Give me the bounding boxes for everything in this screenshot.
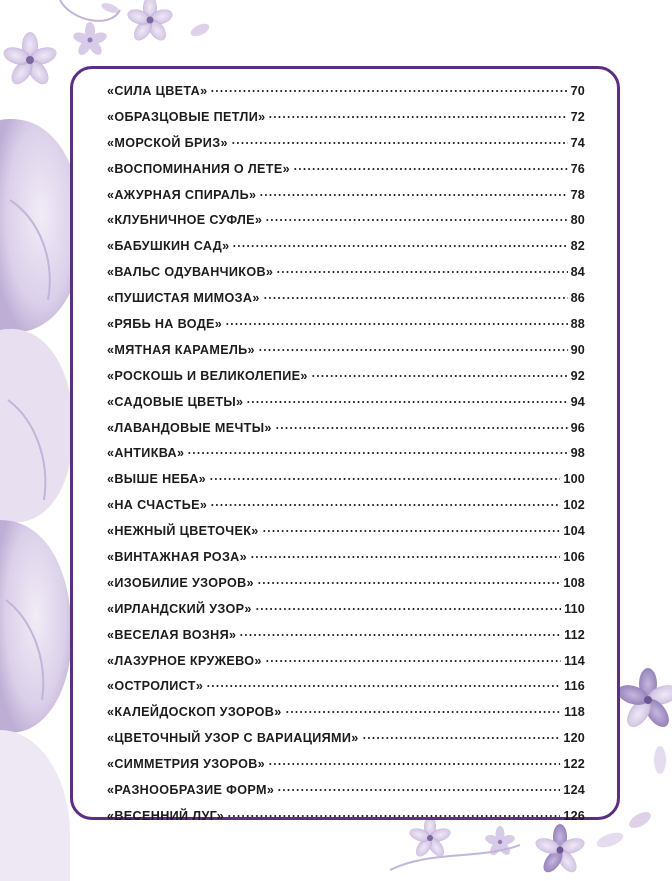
toc-entry-page-number: 120 bbox=[563, 731, 585, 746]
toc-entry-page-number: 112 bbox=[564, 627, 585, 642]
toc-entry-page-number: 114 bbox=[564, 653, 585, 668]
toc-entry[interactable] bbox=[107, 597, 585, 623]
toc-dot-leader bbox=[246, 401, 567, 403]
toc-entry-title: «ВИНТАЖНАЯ РОЗА» bbox=[107, 550, 247, 565]
toc-entry-title: «МОРСКОЙ БРИЗ» bbox=[107, 135, 228, 150]
toc-entry-page-number: 104 bbox=[563, 524, 585, 539]
toc-dot-leader bbox=[362, 737, 561, 739]
toc-list bbox=[107, 79, 585, 830]
toc-entry-page-number: 116 bbox=[564, 679, 585, 694]
toc-entry-title: «РАЗНООБРАЗИЕ ФОРМ» bbox=[107, 783, 275, 798]
toc-dot-leader bbox=[227, 815, 560, 817]
toc-entry-title: «ИЗОБИЛИЕ УЗОРОВ» bbox=[107, 575, 254, 590]
toc-dot-leader bbox=[259, 194, 567, 196]
toc-entry-title: «КАЛЕЙДОСКОП УЗОРОВ» bbox=[107, 705, 282, 720]
toc-entry-page-number: 90 bbox=[570, 342, 585, 357]
toc-dot-leader bbox=[187, 452, 567, 454]
toc-dot-leader bbox=[265, 660, 561, 662]
toc-entry[interactable] bbox=[107, 416, 585, 442]
toc-entry-title: «ВАЛЬС ОДУВАНЧИКОВ» bbox=[107, 265, 274, 280]
toc-entry[interactable] bbox=[107, 493, 585, 519]
toc-panel bbox=[70, 66, 620, 823]
toc-dot-leader bbox=[263, 297, 568, 299]
toc-entry-title: «СИЛА ЦВЕТА» bbox=[107, 84, 208, 98]
toc-entry[interactable] bbox=[107, 441, 585, 467]
toc-dot-leader bbox=[275, 427, 568, 429]
toc-dot-leader bbox=[268, 763, 560, 765]
toc-entry-title: «НА СЧАСТЬЕ» bbox=[107, 498, 208, 513]
toc-dot-leader bbox=[276, 271, 567, 273]
toc-entry-page-number: 96 bbox=[570, 420, 585, 435]
toc-entry-title: «РЯБЬ НА ВОДЕ» bbox=[107, 317, 223, 332]
toc-entry-page-number: 126 bbox=[563, 808, 585, 823]
toc-entry-title: «ЛАВАНДОВЫЕ МЕЧТЫ» bbox=[107, 420, 272, 435]
toc-entry-page-number: 86 bbox=[570, 291, 585, 306]
toc-entry-title: «ВЕСЕЛАЯ ВОЗНЯ» bbox=[107, 627, 237, 642]
toc-dot-leader bbox=[262, 530, 561, 532]
toc-dot-leader bbox=[231, 142, 568, 144]
toc-dot-leader bbox=[285, 711, 561, 713]
toc-entry[interactable] bbox=[107, 364, 585, 390]
toc-entry-title: «ПУШИСТАЯ МИМОЗА» bbox=[107, 291, 260, 306]
toc-dot-leader bbox=[209, 478, 560, 480]
toc-entry-page-number: 94 bbox=[570, 394, 585, 409]
toc-entry[interactable] bbox=[107, 286, 585, 312]
toc-entry[interactable] bbox=[107, 157, 585, 183]
toc-entry-page-number: 124 bbox=[563, 783, 585, 798]
toc-entry[interactable] bbox=[107, 338, 585, 364]
toc-entry-page-number: 82 bbox=[570, 239, 585, 254]
toc-entry-page-number: 84 bbox=[570, 265, 585, 280]
toc-entry-title: «МЯТНАЯ КАРАМЕЛЬ» bbox=[107, 342, 255, 357]
toc-entry[interactable] bbox=[107, 726, 585, 752]
toc-entry[interactable] bbox=[107, 131, 585, 157]
toc-entry-title: «ВЫШЕ НЕБА» bbox=[107, 472, 206, 487]
toc-entry[interactable] bbox=[107, 700, 585, 726]
toc-dot-leader bbox=[258, 349, 568, 351]
toc-dot-leader bbox=[210, 90, 567, 92]
toc-dot-leader bbox=[225, 323, 567, 325]
toc-entry[interactable] bbox=[107, 752, 585, 778]
toc-dot-leader bbox=[250, 556, 560, 558]
toc-entry-page-number: 108 bbox=[563, 575, 585, 590]
toc-entry[interactable] bbox=[107, 623, 585, 649]
toc-entry[interactable] bbox=[107, 571, 585, 597]
toc-entry-page-number: 76 bbox=[570, 161, 585, 176]
toc-entry-title: «ЛАЗУРНОЕ КРУЖЕВО» bbox=[107, 653, 262, 668]
toc-entry[interactable] bbox=[107, 674, 585, 700]
toc-entry[interactable] bbox=[107, 260, 585, 286]
toc-dot-leader bbox=[277, 789, 560, 791]
toc-entry[interactable] bbox=[107, 467, 585, 493]
toc-dot-leader bbox=[232, 245, 567, 247]
toc-entry-title: «АНТИКВА» bbox=[107, 446, 185, 461]
toc-entry[interactable] bbox=[107, 649, 585, 675]
toc-entry-page-number: 98 bbox=[570, 446, 585, 461]
toc-entry-page-number: 102 bbox=[563, 498, 585, 513]
toc-entry-page-number: 100 bbox=[563, 472, 585, 487]
toc-entry-page-number: 80 bbox=[570, 213, 585, 228]
toc-entry[interactable] bbox=[107, 390, 585, 416]
toc-entry[interactable] bbox=[107, 545, 585, 571]
toc-entry-page-number: 78 bbox=[570, 187, 585, 202]
toc-entry[interactable] bbox=[107, 183, 585, 209]
toc-entry-title: «БАБУШКИН САД» bbox=[107, 239, 230, 254]
toc-entry-page-number: 110 bbox=[564, 601, 585, 616]
toc-entry-title: «НЕЖНЫЙ ЦВЕТОЧЕК» bbox=[107, 524, 259, 539]
toc-dot-leader bbox=[257, 582, 560, 584]
toc-entry[interactable] bbox=[107, 778, 585, 804]
toc-entry-title: «ОСТРОЛИСТ» bbox=[107, 679, 204, 694]
toc-entry[interactable] bbox=[107, 208, 585, 234]
toc-entry-page-number: 106 bbox=[563, 550, 585, 565]
toc-entry-page-number: 118 bbox=[564, 705, 585, 720]
toc-dot-leader bbox=[210, 504, 560, 506]
toc-entry-page-number: 88 bbox=[570, 317, 585, 332]
toc-entry-title: «РОСКОШЬ И ВЕЛИКОЛЕПИЕ» bbox=[107, 368, 308, 383]
toc-dot-leader bbox=[268, 116, 567, 118]
toc-dot-leader bbox=[265, 219, 567, 221]
toc-entry-title: «ВОСПОМИНАНИЯ О ЛЕТЕ» bbox=[107, 161, 290, 176]
toc-dot-leader bbox=[293, 168, 568, 170]
toc-entry[interactable] bbox=[107, 105, 585, 131]
toc-entry[interactable] bbox=[107, 804, 585, 830]
toc-entry-title: «АЖУРНАЯ СПИРАЛЬ» bbox=[107, 187, 257, 202]
toc-entry-page-number: 72 bbox=[570, 109, 585, 124]
toc-dot-leader bbox=[206, 685, 561, 687]
toc-entry[interactable] bbox=[107, 234, 585, 260]
toc-entry-title: «СИММЕТРИЯ УЗОРОВ» bbox=[107, 757, 266, 772]
toc-dot-leader bbox=[311, 375, 568, 377]
toc-entry[interactable] bbox=[107, 79, 585, 105]
toc-entry-page-number: 74 bbox=[570, 135, 585, 150]
toc-dot-leader bbox=[239, 634, 561, 636]
toc-entry-title: «ЦВЕТОЧНЫЙ УЗОР С ВАРИАЦИЯМИ» bbox=[107, 731, 359, 746]
toc-entry-title: «КЛУБНИЧНОЕ СУФЛЕ» bbox=[107, 213, 263, 228]
toc-entry-title: «САДОВЫЕ ЦВЕТЫ» bbox=[107, 394, 244, 409]
toc-entry-title: «ОБРАЗЦОВЫЕ ПЕТЛИ» bbox=[107, 109, 266, 124]
toc-entry[interactable] bbox=[107, 312, 585, 338]
toc-dot-leader bbox=[255, 608, 561, 610]
toc-entry[interactable] bbox=[107, 519, 585, 545]
toc-entry-title: «ВЕСЕННИЙ ЛУГ» bbox=[107, 808, 225, 823]
toc-entry-page-number: 122 bbox=[563, 757, 585, 772]
toc-entry-page-number: 92 bbox=[570, 368, 585, 383]
toc-entry-page-number: 70 bbox=[570, 84, 585, 98]
toc-entry-title: «ИРЛАНДСКИЙ УЗОР» bbox=[107, 601, 252, 616]
